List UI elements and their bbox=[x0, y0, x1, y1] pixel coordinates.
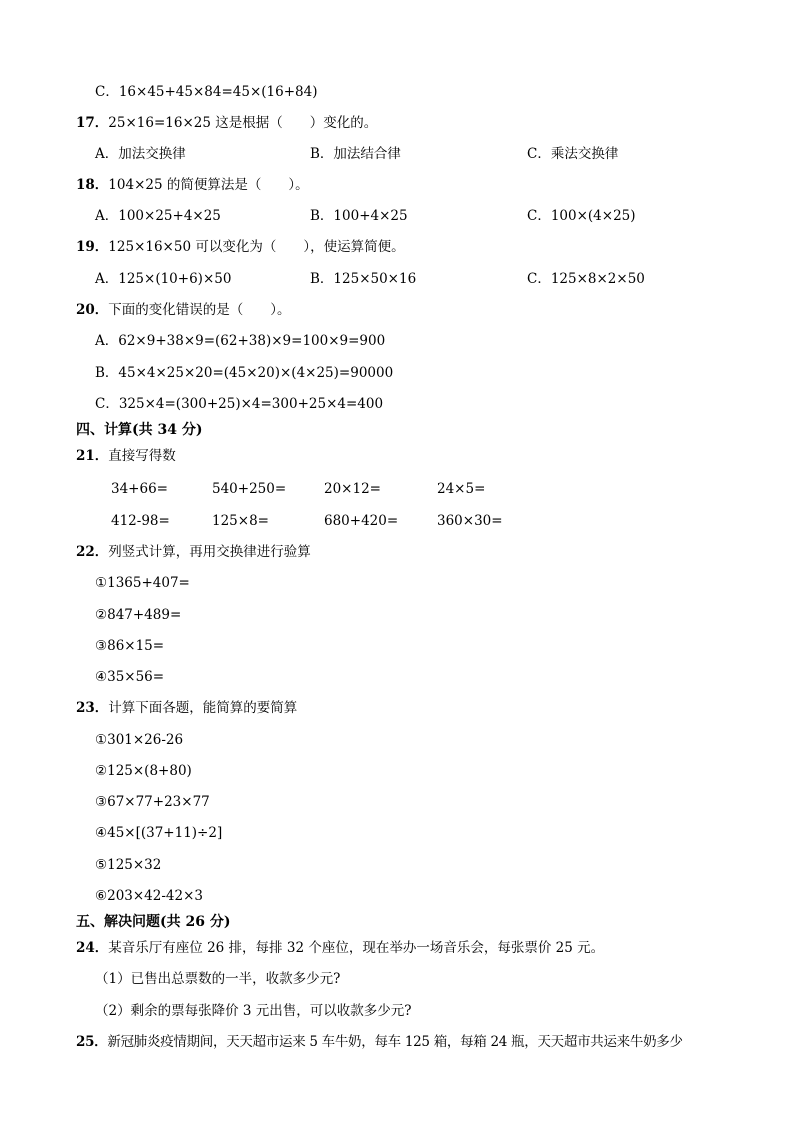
q21-item: 412-98= bbox=[111, 513, 170, 529]
question-20 bbox=[76, 301, 291, 319]
q19-option-c: C．125×8×2×50 bbox=[527, 271, 645, 287]
q22-item: ②847+489= bbox=[95, 607, 182, 623]
question-number: 18． bbox=[76, 177, 109, 193]
q24-subquestion-1: （1）已售出总票数的一半，收款多少元? bbox=[95, 971, 341, 987]
q20-option-a: A．62×9+38×9=(62+38)×9=100×9=900 bbox=[95, 333, 386, 349]
question-number: 17． bbox=[76, 115, 109, 131]
question-number: 22． bbox=[76, 544, 109, 560]
q21-item: 540+250= bbox=[212, 481, 287, 497]
section-5-title: 五、解决问题(共 26 分) bbox=[76, 914, 231, 930]
q23-item: ②125×(8+80) bbox=[95, 763, 192, 779]
question-22 bbox=[76, 543, 311, 561]
q21-item: 20×12= bbox=[324, 481, 381, 497]
q16-option-c: C．16×45+45×84=45×(16+84) bbox=[95, 84, 318, 100]
q17-option-c: C．乘法交换律 bbox=[527, 146, 619, 162]
question-21 bbox=[76, 447, 176, 465]
q20-option-b: B．45×4×25×20=(45×20)×(4×25)=90000 bbox=[95, 365, 394, 381]
question-stem: 某音乐厅有座位 26 排，每排 32 个座位，现在举办一场音乐会，每张票价 25 元。 bbox=[108, 940, 605, 956]
question-stem: 计算下面各题，能简算的要简算 bbox=[108, 700, 298, 716]
question-stem: 125×16×50 可以变化为（ ），使运算简便。 bbox=[108, 239, 405, 255]
q21-item: 360×30= bbox=[437, 513, 503, 529]
question-number: 19． bbox=[76, 239, 109, 255]
question-stem: 列竖式计算，再用交换律进行验算 bbox=[108, 544, 311, 560]
question-18 bbox=[76, 176, 309, 194]
question-23 bbox=[76, 699, 297, 717]
q18-option-b: B．100+4×25 bbox=[310, 208, 408, 224]
q22-item: ①1365+407= bbox=[95, 575, 190, 591]
q19-option-a: A．125×(10+6)×50 bbox=[95, 271, 232, 287]
question-number: 21． bbox=[76, 448, 109, 464]
q21-item: 680+420= bbox=[324, 513, 399, 529]
question-19 bbox=[76, 238, 405, 256]
q24-subquestion-2: （2）剩余的票每张降价 3 元出售，可以收款多少元? bbox=[95, 1003, 412, 1019]
q22-item: ④35×56= bbox=[95, 669, 165, 685]
q23-item: ③67×77+23×77 bbox=[95, 794, 210, 810]
q22-item: ③86×15= bbox=[95, 638, 165, 654]
question-stem: 104×25 的简便算法是（ ）。 bbox=[108, 177, 309, 193]
q21-item: 34+66= bbox=[111, 481, 168, 497]
q18-option-c: C．100×(4×25) bbox=[527, 208, 636, 224]
q21-item: 125×8= bbox=[212, 513, 269, 529]
q23-item: ⑥203×42-42×3 bbox=[95, 888, 203, 904]
question-stem: 新冠肺炎疫情期间，天天超市运来 5 车牛奶，每车 125 箱，每箱 24 瓶，天天超市共运来牛奶多少 bbox=[107, 1034, 683, 1050]
question-number: 24． bbox=[76, 940, 109, 956]
question-number: 25． bbox=[76, 1034, 108, 1050]
question-stem: 直接写得数 bbox=[108, 448, 176, 464]
q23-item: ①301×26-26 bbox=[95, 732, 184, 748]
q18-option-a: A．100×25+4×25 bbox=[95, 208, 221, 224]
question-stem: 25×16=16×25 这是根据（ ）变化的。 bbox=[108, 115, 378, 131]
question-25 bbox=[76, 1033, 683, 1051]
question-number: 20． bbox=[76, 302, 109, 318]
q17-option-b: B．加法结合律 bbox=[310, 146, 401, 162]
q21-item: 24×5= bbox=[437, 481, 486, 497]
q20-option-c: C．325×4=(300+25)×4=300+25×4=400 bbox=[95, 396, 384, 412]
section-4-title: 四、计算(共 34 分) bbox=[76, 422, 203, 438]
question-number: 23． bbox=[76, 700, 109, 716]
q19-option-b: B．125×50×16 bbox=[310, 271, 417, 287]
q23-item: ④45×[(37+11)÷2] bbox=[95, 825, 223, 841]
question-stem: 下面的变化错误的是（ ）。 bbox=[108, 302, 291, 318]
question-24 bbox=[76, 939, 604, 957]
q17-option-a: A．加法交换律 bbox=[95, 146, 186, 162]
q23-item: ⑤125×32 bbox=[95, 857, 162, 873]
question-17 bbox=[76, 114, 377, 132]
